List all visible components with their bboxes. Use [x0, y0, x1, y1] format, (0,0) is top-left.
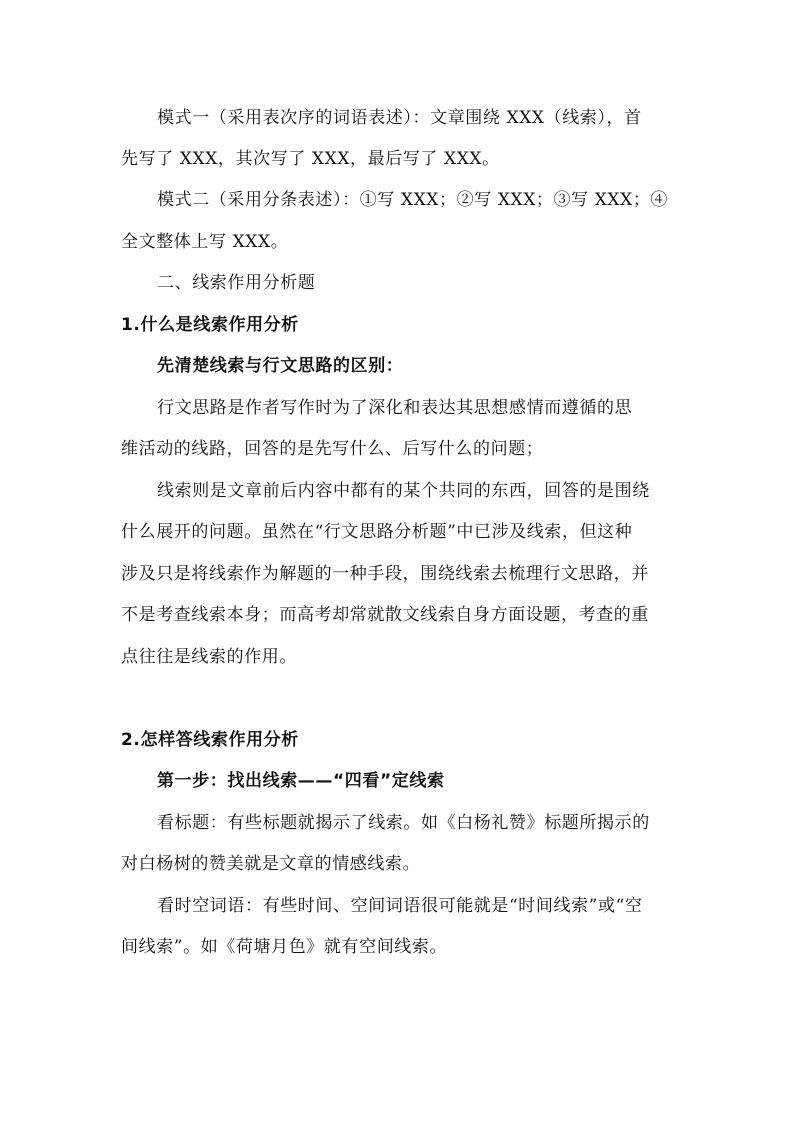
- paragraph-mode-one-line-2: 先写了 XXX，其次写了 XXX，最后写了 XXX。: [121, 149, 500, 169]
- paragraph-clue-line-2: 什么展开的问题。虽然在“行文思路分析题”中已涉及线索，但这种: [121, 522, 633, 542]
- paragraph-writing-path-line-1: 行文思路是作者写作时为了深化和表达其思想感情而遵循的思: [157, 398, 633, 418]
- paragraph-title-line-1: 看标题：有些标题就揭示了线索。如《白杨礼赞》标题所揭示的: [157, 813, 650, 833]
- paragraph-clue-line-5: 点往往是线索的作用。: [121, 647, 297, 667]
- paragraph-writing-path-line-2: 维活动的线路，回答的是先写什么、后写什么的问题；: [121, 439, 544, 459]
- section-heading-clue-analysis: 二、线索作用分析题: [157, 273, 316, 293]
- paragraph-mode-two-line-2: 全文整体上写 XXX。: [121, 232, 289, 252]
- subheading-step-one: 第一步：找出线索——“四看”定线索: [157, 771, 445, 791]
- paragraph-clue-line-3: 涉及只是将线索作为解题的一种手段，围绕线索去梳理行文思路，并: [121, 564, 649, 584]
- paragraph-mode-one-line-1: 模式一（采用表次序的词语表述）：文章围绕 XXX（线索），首: [157, 108, 642, 128]
- paragraph-time-space-line-1: 看时空词语：有些时间、空间词语很可能就是“时间线索”或“空: [157, 896, 643, 916]
- subheading-what-is-clue-analysis: 1.什么是线索作用分析: [121, 315, 299, 335]
- paragraph-clue-line-4: 不是考查线索本身；而高考却常就散文线索自身方面设题，考查的重: [121, 605, 649, 625]
- paragraph-clue-line-1: 线索则是文章前后内容中都有的某个共同的东西，回答的是围绕: [157, 481, 650, 501]
- paragraph-mode-two-line-1: 模式二（采用分条表述）：①写 XXX；②写 XXX；③写 XXX；④: [157, 190, 669, 210]
- paragraph-title-line-2: 对白杨树的赞美就是文章的情感线索。: [121, 854, 421, 874]
- subheading-how-to-answer: 2.怎样答线索作用分析: [121, 730, 299, 750]
- paragraph-time-space-line-2: 间线索”。如《荷塘月色》就有空间线索。: [121, 937, 448, 957]
- subheading-distinguish-clue: 先清楚线索与行文思路的区别：: [157, 356, 404, 376]
